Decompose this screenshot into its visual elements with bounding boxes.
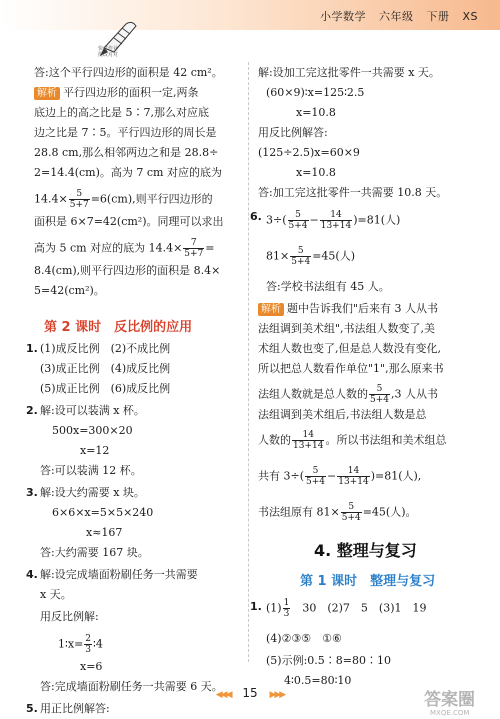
analysis-tag: 解析 <box>34 87 60 100</box>
analysis-line: 术组人数也变了,但是总人数没有变化, <box>258 342 441 355</box>
fraction: $\frac{7}{5+7}$ <box>184 238 204 259</box>
fraction: $\frac{14}{13+14}$ <box>320 210 352 231</box>
answer-line: x 天。 <box>40 588 72 601</box>
answer-line: (3)成正比例 (4)成反比例 <box>40 362 171 375</box>
analysis-line: 2=14.4(cm)。高为 7 cm 对应的底为 <box>34 166 222 179</box>
answer-line: 答:可以装满 12 杯。 <box>40 464 142 477</box>
equation-line: 1∶x= $\frac{2}{3}$ ∶4 <box>58 634 103 655</box>
q-number: 4. <box>26 568 38 581</box>
fraction: $\frac{5}{5+4}$ <box>341 502 361 523</box>
analysis-line: 解析 题中告诉我们"后来有 3 人从书 <box>258 302 438 316</box>
analysis-line: 高为 5 cm 对应的底为 14.4× $\frac{7}{5+7}$ = <box>34 238 215 259</box>
fraction: $\frac{5}{5+4}$ <box>288 210 308 231</box>
analysis-line: 底边上的高之比是 5∶7,那么对应底 <box>34 106 209 119</box>
answer-line: 答:大约需要 167 块。 <box>40 546 149 559</box>
column-divider <box>248 62 249 662</box>
equation-line: x≈167 <box>86 526 123 539</box>
analysis-line: 所以把总人数看作单位"1",那么原来书 <box>258 362 444 375</box>
analysis-line: 书法组原有 81× $\frac{5}{5+4}$ =45(人)。 <box>258 502 417 523</box>
header-grade: 六年级 <box>378 10 414 23</box>
answer-line: 用反比例解答: <box>258 126 328 139</box>
svg-text:MXQE.COM: MXQE.COM <box>430 709 470 717</box>
answer-line: 答:加工完这批零件一共需要 10.8 天。 <box>258 186 448 199</box>
section-title: 第 2 课时 反比例的应用 <box>44 320 193 335</box>
answer-line: (5)示例:0.5∶8=80∶10 <box>266 654 391 667</box>
equation-line: x=6 <box>80 660 103 673</box>
fraction: $\frac{5}{5+4}$ <box>291 246 311 267</box>
q-number: 3. <box>26 486 38 499</box>
page-number: ◀◀◀ 15 ▶▶▶ <box>215 686 285 700</box>
analysis-line: 5=42(cm²)。 <box>34 284 105 297</box>
answer-line: 答:完成墙面粉刷任务一共需要 6 天。 <box>40 680 223 693</box>
q-number: 1. <box>250 600 262 613</box>
svg-text:答案圈: 答案圈 <box>424 690 475 710</box>
fraction: $\frac{5}{5+4}$ <box>370 384 389 405</box>
fraction: $\frac{5}{5+4}$ <box>306 466 326 487</box>
q-number: 5. <box>26 702 38 715</box>
answer-line: (1)成反比例 (2)不成比例 <box>40 342 171 355</box>
analysis-line: 解析 平行四边形的面积一定,两条 <box>34 86 199 100</box>
analysis-tag: 解析 <box>258 303 284 316</box>
header-edition: XS <box>462 10 478 23</box>
analysis-line: 8.4(cm),则平行四边形的面积是 8.4× <box>34 264 221 277</box>
analysis-line: 28.8 cm,那么相邻两边之和是 28.8÷ <box>34 146 219 159</box>
fraction: $\frac{2}{3}$ <box>85 634 92 655</box>
section-title: 第 1 课时 整理与复习 <box>300 574 436 589</box>
analysis-line: 法组调到美术组后,书法组人数是总 <box>258 408 427 421</box>
analysis-line: 人数的 $\frac{14}{13+14}$ 。所以书法组和美术组总 <box>258 430 447 451</box>
watermark-logo <box>422 685 494 717</box>
equation-line: (125÷2.5)x=60×9 <box>258 146 360 159</box>
page-header <box>0 0 500 30</box>
next-arrows-icon: ▶▶▶ <box>269 690 285 700</box>
fraction: $\frac{1}{3}$ <box>283 598 290 619</box>
fraction: $\frac{5}{5+7}$ <box>69 189 89 210</box>
answer-line: (5)成正比例 (6)成反比例 <box>40 382 171 395</box>
equation-line: 81× $\frac{5}{5+4}$ =45(人) <box>266 246 356 267</box>
equation-line: x=12 <box>80 444 110 457</box>
chapter-title: 4. 整理与复习 <box>314 541 417 560</box>
header-term: 下册 <box>426 10 450 23</box>
analysis-line: 14.4× $\frac{5}{5+7}$ =6(cm),则平行四边形的 <box>34 189 213 210</box>
q-number: 2. <box>26 404 38 417</box>
answer-line: 答:学校书法组有 45 人。 <box>266 280 390 293</box>
analysis-line: 法组调到美术组",书法组人数变了,美 <box>258 322 436 335</box>
equation-line: x=10.8 <box>296 166 336 179</box>
answer-line: 解:设可以装满 x 杯。 <box>40 404 145 417</box>
stamp-text: 快对作业 批改对对 <box>98 46 119 58</box>
answer-line: 解:设加工完这批零件一共需要 x 天。 <box>258 66 440 79</box>
q-number: 1. <box>26 342 38 355</box>
answer-line: 解:设大约需要 x 块。 <box>40 486 145 499</box>
q-number: 6. <box>250 210 262 223</box>
equation-line: (60×9)∶x=125∶2.5 <box>266 86 365 99</box>
answer-line: 答:这个平行四边形的面积是 42 cm²。 <box>34 66 223 79</box>
answer-line: 用正比例解答: <box>40 702 110 715</box>
equation-line: x=10.8 <box>296 106 336 119</box>
equation-line: 3÷( $\frac{5}{5+4}$ − $\frac{14}{13+14}$ )=81(人) <box>266 210 401 231</box>
header-subject: 小学数学 <box>319 10 366 23</box>
equation-line: 500x=300×20 <box>52 424 133 437</box>
analysis-line: 共有 3÷( $\frac{5}{5+4}$ − $\frac{14}{13+14}$ )=81(人), <box>258 466 422 487</box>
answer-line: 解:设完成墙面粉刷任务一共需要 <box>40 568 198 581</box>
fraction: $\frac{14}{13+14}$ <box>338 466 369 487</box>
prev-arrows-icon: ◀◀◀ <box>215 690 231 700</box>
answer-line: (1) $\frac{1}{3}$ 30 (2)7 5 (3)1 19 <box>266 598 427 619</box>
answer-line: 用反比例解: <box>40 610 99 623</box>
equation-line: 6×6×x=5×5×240 <box>52 506 154 519</box>
analysis-line: 法组人数就是总人数的 $\frac{5}{5+4}$ ,3 人从书 <box>258 384 438 405</box>
fraction: $\frac{14}{13+14}$ <box>293 430 324 451</box>
analysis-line: 面积是 6×7=42(cm²)。同理可以求出 <box>34 215 224 228</box>
header-info <box>311 8 478 24</box>
answer-line: (4)②③⑤ ①⑥ <box>266 632 342 645</box>
answer-line: 4∶0.5=80∶10 <box>284 674 352 687</box>
analysis-line: 边之比是 7∶5。平行四边形的周长是 <box>34 126 217 139</box>
